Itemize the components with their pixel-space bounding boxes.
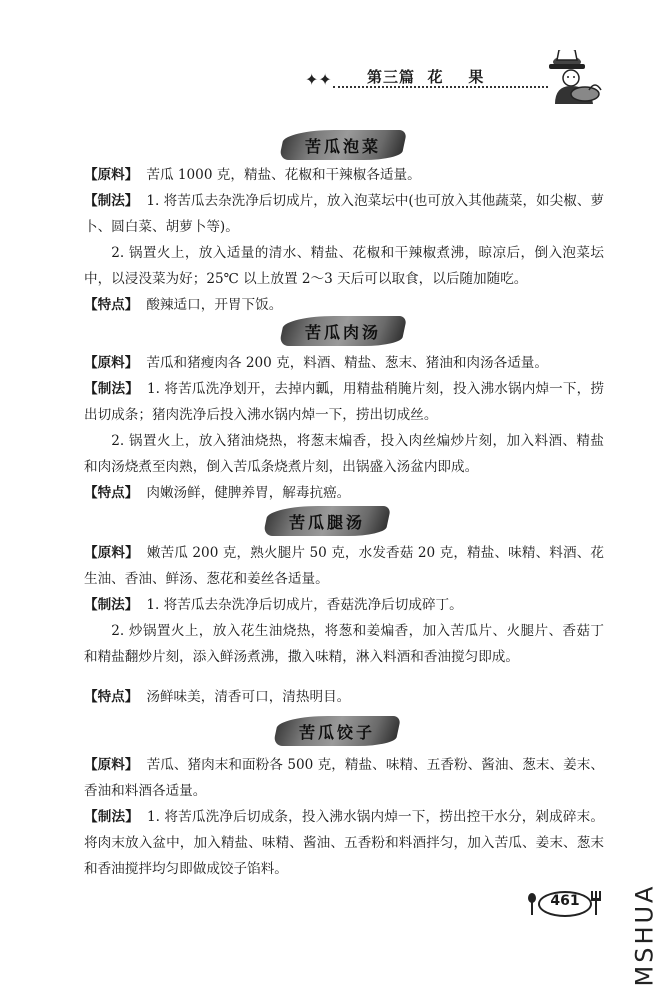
- recipe-title: 苦瓜饺子: [298, 722, 375, 742]
- recipe-heading: [282, 130, 404, 160]
- page-number-badge: [526, 887, 602, 917]
- sparkle-stars-icon: ✦✦: [305, 70, 332, 89]
- method-paragraph: [84, 376, 604, 428]
- method-label: 【制法】: [84, 597, 139, 613]
- recipe-title: 苦瓜腿汤: [288, 512, 365, 532]
- running-header: [305, 62, 550, 94]
- features-paragraph: [84, 684, 604, 710]
- features-text: 酸辣适口，开胃下饭。: [146, 297, 283, 313]
- watermark: [624, 870, 664, 1000]
- method-paragraph: [84, 240, 604, 292]
- method-paragraph: [84, 188, 604, 240]
- method-step-2: 2. 锅置火上，放入猪油烧热，将葱末煸香，投入肉丝煸炒片刻，加入料酒、精盐和肉汤烧煮至肉熟，倒入苦瓜条烧煮片刻，出锅盛入汤盆内即成。: [84, 433, 604, 475]
- method-label: 【制法】: [84, 381, 139, 397]
- method-step-2: 2. 炒锅置火上，放入花生油烧热，将葱和姜煸香，加入苦瓜片、火腿片、香菇丁和精盐翻炒片刻，添入鲜汤煮沸，撒入味精，淋入料酒和香油搅匀即成。: [84, 623, 604, 665]
- page-number: 461: [550, 893, 580, 909]
- method-paragraph: [84, 618, 604, 670]
- section-title: 第三篇 花 果: [367, 68, 485, 86]
- ingredients-paragraph: [84, 752, 604, 804]
- ingredients-text: 苦瓜 1000 克，精盐、花椒和干辣椒各适量。: [146, 167, 421, 183]
- method-step-1: 1. 将苦瓜洗净后切成条，投入沸水锅内焯一下，捞出控干水分，剁成碎末。将肉末放入盆中，加入精盐、味精、酱油、五香粉和料酒拌匀，加入苦瓜、姜末、葱末和香油搅拌均匀即做成饺子馅料。: [84, 809, 604, 877]
- spoon-icon: [526, 893, 538, 915]
- ingredients-paragraph: [84, 162, 604, 188]
- recipe-heading: [282, 316, 404, 346]
- recipe-title: 苦瓜肉汤: [304, 322, 381, 342]
- dotted-rule: [333, 86, 548, 88]
- chef-with-tray-icon: [545, 50, 607, 106]
- method-label: 【制法】: [84, 193, 139, 209]
- ingredients-text: 苦瓜和猪瘦肉各 200 克，料酒、精盐、葱末、猪油和肉汤各适量。: [146, 355, 548, 371]
- features-paragraph: [84, 292, 604, 318]
- features-paragraph: [84, 480, 604, 506]
- features-label: 【特点】: [84, 689, 139, 705]
- ingredients-label: 【原料】: [84, 167, 139, 183]
- method-paragraph: [84, 428, 604, 480]
- method-label: 【制法】: [84, 809, 139, 825]
- method-step-1: 1. 将苦瓜去杂洗净后切成片，放入泡菜坛中(也可放入其他蔬菜，如尖椒、萝卜、圆白菜、胡萝卜等)。: [84, 193, 605, 235]
- method-paragraph: [84, 592, 604, 618]
- features-text: 汤鲜味美，清香可口，清热明目。: [146, 689, 351, 705]
- ingredients-text: 嫩苦瓜 200 克，熟火腿片 50 克，水发香菇 20 克，精盐、味精、料酒、花生油、香油、鲜汤、葱花和姜丝各适量。: [84, 545, 605, 587]
- ingredients-paragraph: [84, 540, 604, 592]
- features-text: 肉嫩汤鲜，健脾养胃，解毒抗癌。: [146, 485, 351, 501]
- fork-icon: [590, 891, 602, 915]
- ingredients-label: 【原料】: [84, 545, 139, 561]
- features-label: 【特点】: [84, 485, 139, 501]
- recipe-title: 苦瓜泡菜: [304, 136, 381, 156]
- ingredients-text: 苦瓜、猪肉末和面粉各 500 克，精盐、味精、五香粉、酱油、葱末、姜末、香油和料酒各适量。: [84, 757, 604, 799]
- ingredients-label: 【原料】: [84, 757, 139, 773]
- ingredients-paragraph: [84, 350, 604, 376]
- recipe-heading: [276, 716, 398, 746]
- method-paragraph: [84, 804, 604, 882]
- method-step-1: 1. 将苦瓜去杂洗净后切成片，香菇洗净后切成碎丁。: [146, 597, 463, 613]
- ingredients-label: 【原料】: [84, 355, 139, 371]
- method-step-2: 2. 锅置火上，放入适量的清水、精盐、花椒和干辣椒煮沸，晾凉后，倒入泡菜坛中，以浸没菜为好；25℃ 以上放置 2～3 天后可以取食，以后随加随吃。: [84, 245, 604, 287]
- recipe-heading: [266, 506, 388, 536]
- features-label: 【特点】: [84, 297, 139, 313]
- watermark-text: MSHUA: [630, 883, 659, 987]
- method-step-1: 1. 将苦瓜洗净划开，去掉内瓤，用精盐稍腌片刻，投入沸水锅内焯一下，捞出切成条；猪肉洗净后投入沸水锅内焯一下，捞出切成丝。: [84, 381, 604, 423]
